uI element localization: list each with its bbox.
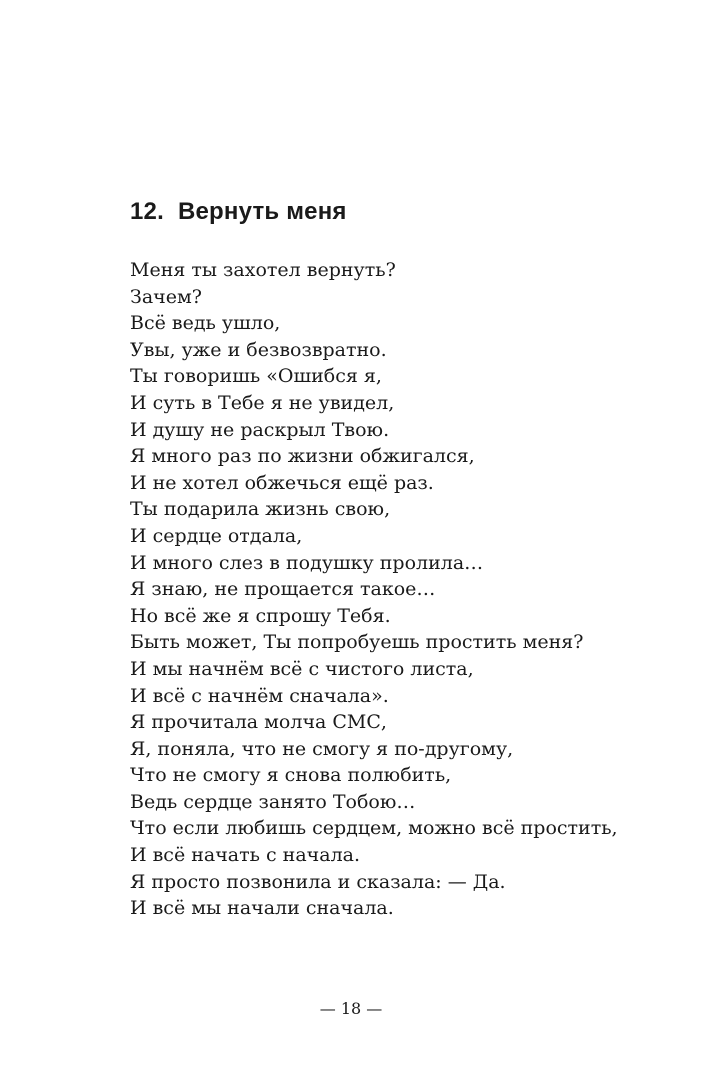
poem-line: Что не смогу я снова полюбить, — [130, 764, 452, 787]
poem-line: И душу не раскрыл Твою. — [130, 418, 390, 441]
poem-line: Что если любишь сердцем, можно всё простить, — [130, 817, 618, 840]
poem-line: Увы, уже и безвозвратно. — [130, 338, 387, 361]
poem-line: И мы начнём всё с чистого листа, — [130, 657, 474, 680]
page-number: — 18 — — [319, 999, 383, 1018]
poem-line: Ты говоришь «Ошибся я, — [130, 365, 382, 388]
poem-line: И всё с начнём сначала». — [130, 684, 389, 707]
poem-line: Быть может, Ты попробуешь простить меня? — [130, 631, 584, 654]
poem-line: И суть в Тебе я не увидел, — [130, 391, 395, 414]
poem-line: Меня ты захотел вернуть? — [130, 259, 396, 281]
poem-line: Всё ведь ушло, — [130, 312, 281, 335]
poem-line: И много слез в подушку пролила… — [130, 551, 484, 574]
chapter-number: 12. — [130, 198, 164, 225]
chapter-title: Вернуть меня — [177, 198, 347, 225]
poem-line: Ведь сердце занято Тобою… — [130, 790, 416, 813]
poem-text — [130, 257, 618, 922]
poem-line: Я прочитала молча СМС, — [130, 711, 387, 734]
poem-line: И всё мы начали сначала. — [130, 897, 394, 920]
poem-line: И не хотел обжечься ещё раз. — [130, 471, 434, 494]
poem-line: Я просто позвонила и сказала: — Да. — [130, 870, 506, 893]
poem-line: И всё начать с начала. — [130, 844, 361, 867]
poem-line: И сердце отдала, — [130, 524, 303, 547]
poem-line: Зачем? — [130, 285, 202, 308]
poem-line: Я много раз по жизни обжигался, — [130, 445, 475, 468]
poem-line: Я, поняла, что не смогу я по-другому, — [130, 737, 514, 760]
poem-line: Ты подарила жизнь свою, — [130, 498, 391, 521]
chapter-heading — [130, 196, 347, 228]
poem-line: Я знаю, не прощается такое… — [130, 578, 436, 601]
poem-line: Но всё же я спрошу Тебя. — [130, 604, 391, 627]
